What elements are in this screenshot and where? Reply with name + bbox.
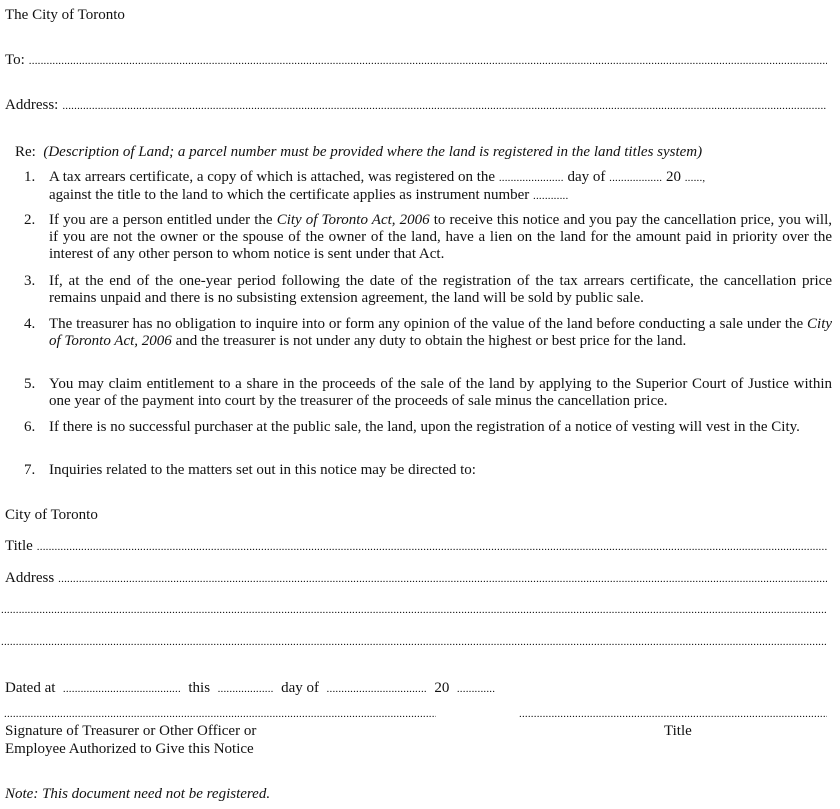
instrument-number-blank[interactable]: ............ (533, 190, 569, 202)
item-number: 7. (24, 462, 36, 478)
list-item-1 (24, 169, 832, 205)
signature-dots (4, 706, 436, 723)
signature-line[interactable] (4, 706, 436, 723)
contact-org: City of Toronto (5, 507, 98, 523)
contact-address-line-2[interactable] (1, 602, 827, 619)
item-4-text-b: and the treasurer is not under any duty to obtain the highest or best price for the land. (175, 333, 687, 349)
item-2-text-b: to receive this notice and you pay the cancellation price, you will, if you are not the owner or the spouse of the owner of the land, have a lien on the land for the amount paid in priority over the interest of any other person to whom notice is sent under that Act. (49, 212, 833, 262)
item-number: 5. (24, 376, 36, 392)
day-of-label: day of (281, 680, 320, 696)
list-item-3 (24, 273, 832, 307)
act-reference: City of Toronto Act, 2006 (276, 212, 430, 228)
address-field[interactable] (5, 97, 827, 115)
item-text: If, at the end of the one-year period following the date of the registration of the tax arrears certificate, the cancellation price remains unpaid and there is no subsisting extension agreement, the land will be sold by public sale. (49, 273, 832, 306)
year-prefix: 20 (434, 680, 450, 696)
re-line (15, 144, 702, 161)
item-text (49, 169, 832, 205)
item-number: 1. (24, 169, 36, 185)
list-item-4 (24, 316, 832, 350)
item-number: 6. (24, 419, 36, 435)
address-label: Address: (5, 97, 59, 113)
item-4-text-a: The treasurer has no obligation to inquire into or form any opinion of the value of the land before conducting a sale under the (49, 316, 804, 332)
item-text: You may claim entitlement to a share in the proceeds of the sale of the land by applying to the Superior Court of Justice within one year of the payment into court by the treasurer of the proceeds of sale minus the cancellation price. (49, 376, 832, 409)
signer-title-line[interactable] (519, 706, 827, 723)
item-text: Inquiries related to the matters set out in this notice may be directed to: (49, 462, 476, 478)
item-1-text-a: A tax arrears certificate, a copy of which is attached, was registered on the (49, 169, 496, 185)
act-reference: City of Toronto Act, 2006 (49, 316, 833, 349)
address-line-3-dots (1, 634, 827, 651)
item-text (49, 316, 832, 350)
signer-title-dots (519, 706, 827, 723)
to-field[interactable] (5, 52, 827, 70)
item-1-text-d: against the title to the land to which the certificate applies as instrument number (49, 187, 530, 203)
dated-at-label: Dated at (5, 680, 56, 696)
to-fill-dots (29, 53, 827, 70)
dated-month-blank[interactable]: .................................. (326, 683, 427, 695)
registered-year-blank[interactable]: ......, (684, 172, 706, 184)
document-org-heading: The City of Toronto (5, 7, 125, 23)
contact-address-dots (58, 571, 827, 588)
dated-line (5, 680, 495, 698)
item-number: 4. (24, 316, 36, 332)
this-label: this (188, 680, 211, 696)
signature-caption-line-1: Signature of Treasurer or Other Officer or (5, 723, 257, 739)
item-number: 3. (24, 273, 36, 289)
item-2-text-a: If you are a person entitled under the (49, 212, 273, 228)
contact-address-field[interactable] (5, 570, 827, 588)
to-label: To: (5, 52, 25, 68)
dated-day-blank[interactable]: ................... (217, 683, 274, 695)
re-label: Re: (15, 144, 36, 160)
dated-place-blank[interactable]: ........................................ (62, 683, 181, 695)
list-item-2 (24, 212, 832, 263)
address-line-2-dots (1, 602, 827, 619)
contact-address-line-3[interactable] (1, 634, 827, 651)
item-1-text-b: day of (567, 169, 606, 185)
list-item-5 (24, 376, 832, 410)
item-1-year-prefix: 20 (665, 169, 681, 185)
list-item-7 (24, 462, 832, 479)
list-item-6 (24, 419, 832, 436)
signer-title-caption: Title (664, 723, 692, 739)
registered-day-blank[interactable]: ...................... (498, 172, 564, 184)
re-description: (Description of Land; a parcel number must be provided where the land is registered in the land titles system) (43, 144, 703, 160)
contact-title-field[interactable] (5, 538, 827, 556)
item-number: 2. (24, 212, 36, 228)
contact-title-dots (37, 539, 827, 556)
registration-note: Note: This document need not be registered. (5, 786, 271, 802)
item-text: If there is no successful purchaser at the public sale, the land, upon the registration of a notice of vesting will vest in the City. (49, 419, 800, 435)
contact-address-label: Address (5, 570, 55, 586)
item-text (49, 212, 832, 263)
contact-title-label: Title (5, 538, 33, 554)
dated-year-blank[interactable]: ............. (456, 683, 496, 695)
address-fill-dots (62, 98, 827, 115)
registered-month-blank[interactable]: .................. (609, 172, 663, 184)
signature-caption-line-2: Employee Authorized to Give this Notice (5, 741, 254, 757)
